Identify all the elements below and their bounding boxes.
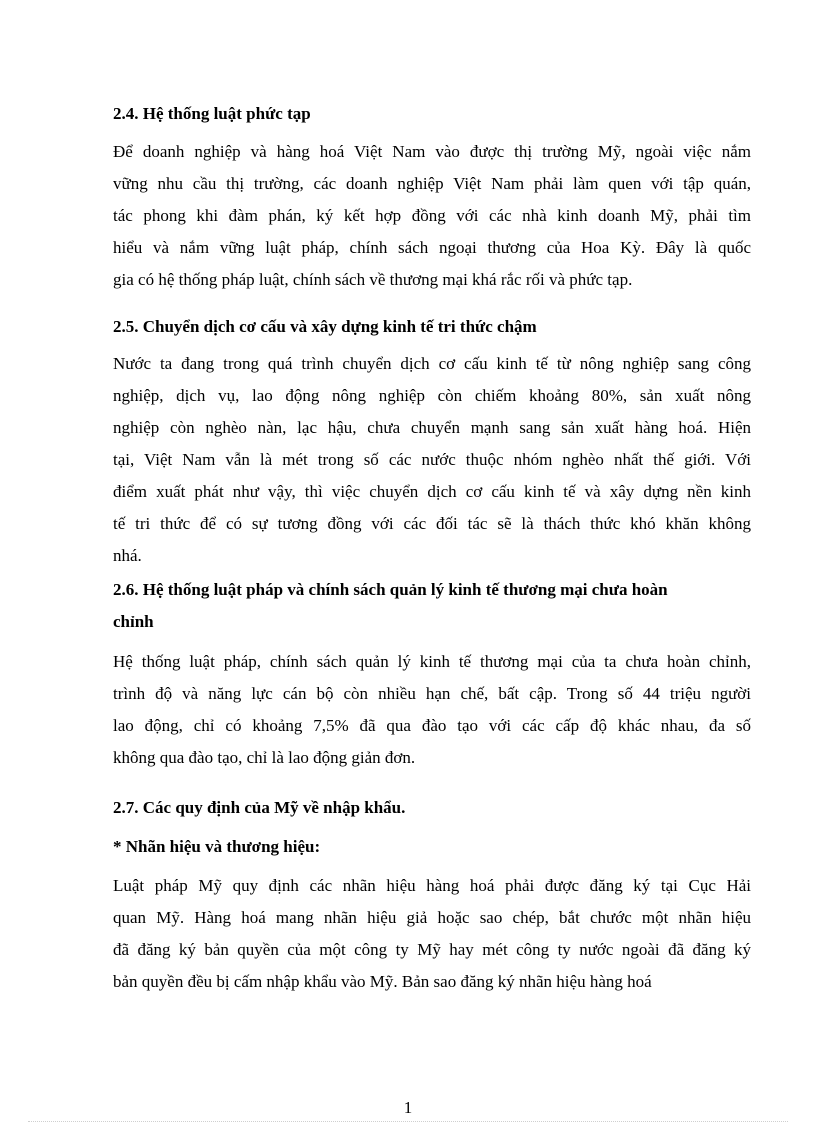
heading-line: 2.6. Hệ thống luật pháp và chính sách quản lý kinh tế thương mại chưa hoàn: [113, 580, 668, 599]
footer-divider: [28, 1121, 788, 1122]
paragraph-line: vững nhu cầu thị trường, các doanh nghiệp Việt Nam phải làm quen với tập quán,: [113, 174, 751, 193]
paragraph-line: lao động, chỉ có khoảng 7,5% đã qua đào tạo với các cấp độ khác nhau, đa số: [113, 716, 751, 735]
paragraph-line: Luật pháp Mỹ quy định các nhãn hiệu hàng hoá phải được đăng ký tại Cục Hải: [113, 876, 751, 895]
heading-line: chỉnh: [113, 612, 154, 631]
paragraph-line: đã đăng ký bản quyền của một công ty Mỹ hay mét công ty nước ngoài đã đăng ký: [113, 940, 751, 959]
paragraph-line: quan Mỹ. Hàng hoá mang nhãn hiệu giả hoặc sao chép, bắt chước một nhãn hiệu: [113, 908, 751, 927]
subheading-trademark: * Nhãn hiệu và thương hiệu:: [113, 837, 321, 856]
paragraph-line: gia có hệ thống pháp luật, chính sách về thương mại khá rắc rối và phức tạp.: [113, 270, 633, 289]
paragraph-line: trình độ và năng lực cán bộ còn nhiều hạn chế, bất cập. Trong số 44 triệu người: [113, 684, 751, 703]
paragraph-line: tác phong khi đàm phán, ký kết hợp đồng với các nhà kinh doanh Mỹ, phải tìm: [113, 206, 751, 225]
paragraph-line: Để doanh nghiệp và hàng hoá Việt Nam vào được thị trường Mỹ, ngoài việc nắm: [113, 142, 751, 161]
section-heading-2-4: 2.4. Hệ thống luật phức tạp: [113, 104, 311, 123]
section-paragraph-2-5: [113, 348, 751, 572]
paragraph-line: bản quyền đều bị cấm nhập khẩu vào Mỹ. Bản sao đăng ký nhãn hiệu hàng hoá: [113, 972, 652, 991]
paragraph-line: nghiệp còn nghèo nàn, lạc hậu, chưa chuyển mạnh sang sản xuất hàng hoá. Hiện: [113, 418, 751, 437]
paragraph-line: Hệ thống luật pháp, chính sách quản lý kinh tế thương mại của ta chưa hoàn chỉnh,: [113, 652, 751, 671]
section-paragraph-2-6: [113, 646, 751, 774]
section-paragraph-2-7: [113, 870, 751, 998]
paragraph-line: tế tri thức để có sự tương đồng với các đối tác sẽ là thách thức khó khăn không: [113, 514, 751, 533]
section-heading-2-7: 2.7. Các quy định của Mỹ về nhập khẩu.: [113, 798, 406, 817]
paragraph-line: không qua đào tạo, chỉ là lao động giản đơn.: [113, 748, 416, 767]
paragraph-line: điểm xuất phát như vậy, thì việc chuyển dịch cơ cấu kinh tế và xây dựng nền kinh: [113, 482, 751, 501]
section-heading-2-5: 2.5. Chuyển dịch cơ cấu và xây dựng kinh tế tri thức chậm: [113, 317, 537, 336]
page-number: 1: [403, 1098, 413, 1117]
paragraph-line: hiểu và nắm vững luật pháp, chính sách ngoại thương của Hoa Kỳ. Đây là quốc: [113, 238, 751, 257]
paragraph-line: nhá.: [113, 546, 142, 565]
section-heading-2-6: [113, 574, 753, 638]
paragraph-line: Nước ta đang trong quá trình chuyển dịch cơ cấu kinh tế từ nông nghiệp sang công: [113, 354, 751, 373]
paragraph-line: nghiệp, dịch vụ, lao động nông nghiệp còn chiếm khoảng 80%, sản xuất nông: [113, 386, 751, 405]
paragraph-line: tại, Việt Nam vẫn là mét trong số các nước thuộc nhóm nghèo nhất thế giới. Với: [113, 450, 751, 469]
section-paragraph-2-4: [113, 136, 751, 296]
